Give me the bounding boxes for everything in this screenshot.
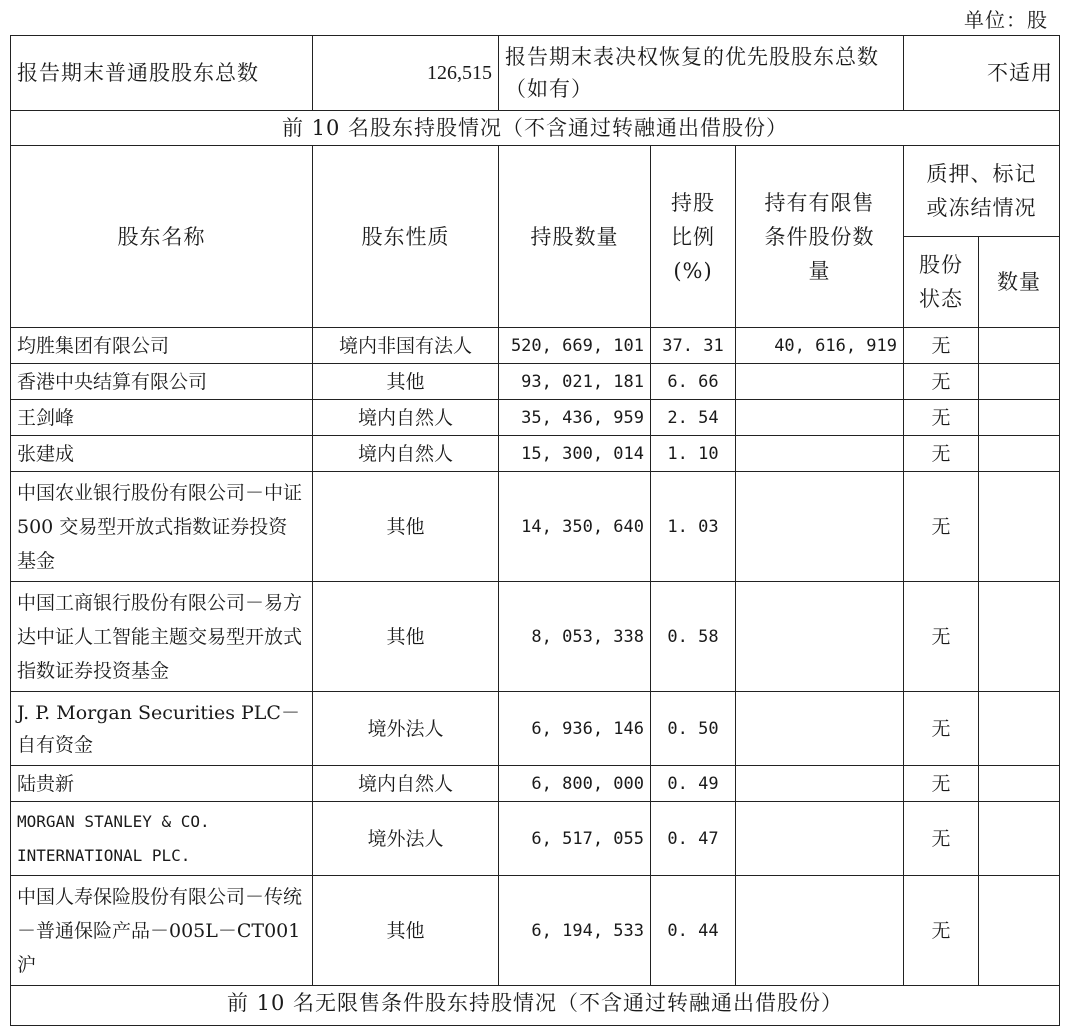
- next-section-row: [11, 986, 1060, 1026]
- row-restricted: [736, 802, 904, 876]
- row-shares: 6, 194, 533: [499, 876, 651, 986]
- shareholder-table: [10, 35, 1060, 1026]
- row-restricted: [736, 364, 904, 400]
- row-status: 无: [904, 400, 979, 436]
- table-row: [11, 582, 1060, 692]
- row-status: 无: [904, 766, 979, 802]
- row-nature: 境外法人: [313, 802, 499, 876]
- row-qty: [979, 400, 1060, 436]
- row-nature: 境内自然人: [313, 436, 499, 472]
- row-restricted: [736, 692, 904, 766]
- row-ratio: 2. 54: [651, 400, 736, 436]
- row-name: 中国工商银行股份有限公司－易方达中证人工智能主题交易型开放式指数证券投资基金: [11, 582, 313, 692]
- row-ratio: 0. 47: [651, 802, 736, 876]
- unit-label: 单位：股: [964, 8, 1048, 32]
- header-pledge-qty: 数量: [979, 237, 1060, 328]
- pref-label: 报告期末表决权恢复的优先股股东总数（如有）: [499, 36, 904, 111]
- row-name: 中国人寿保险股份有限公司－传统－普通保险产品－005L－CT001 沪: [11, 876, 313, 986]
- row-status: 无: [904, 692, 979, 766]
- section-title-row: [11, 111, 1060, 146]
- row-name: MORGAN STANLEY & CO. INTERNATIONAL PLC.: [11, 802, 313, 876]
- row-ratio: 0. 44: [651, 876, 736, 986]
- header-pledge-group: 质押、标记或冻结情况: [904, 146, 1060, 237]
- header-pledge-status: 股份状态: [904, 237, 979, 328]
- row-ratio: 0. 50: [651, 692, 736, 766]
- row-name: 香港中央结算有限公司: [11, 364, 313, 400]
- row-ratio: 37. 31: [651, 328, 736, 364]
- row-name: J. P. Morgan Securities PLC－自有资金: [11, 692, 313, 766]
- row-shares: 15, 300, 014: [499, 436, 651, 472]
- row-qty: [979, 364, 1060, 400]
- row-qty: [979, 766, 1060, 802]
- header-row: [11, 146, 1060, 237]
- table-row: [11, 802, 1060, 876]
- row-name: 均胜集团有限公司: [11, 328, 313, 364]
- row-qty: [979, 802, 1060, 876]
- row-nature: 境内自然人: [313, 400, 499, 436]
- row-nature: 其他: [313, 472, 499, 582]
- header-nature: 股东性质: [313, 146, 499, 328]
- holders-value: 126,515: [313, 36, 499, 111]
- row-qty: [979, 692, 1060, 766]
- table-row: [11, 876, 1060, 986]
- table-row: [11, 692, 1060, 766]
- row-shares: 6, 936, 146: [499, 692, 651, 766]
- row-shares: 14, 350, 640: [499, 472, 651, 582]
- row-qty: [979, 876, 1060, 986]
- row-ratio: 6. 66: [651, 364, 736, 400]
- row-restricted: 40, 616, 919: [736, 328, 904, 364]
- row-ratio: 0. 49: [651, 766, 736, 802]
- pref-value: 不适用: [904, 36, 1060, 111]
- row-name: 中国农业银行股份有限公司－中证 500 交易型开放式指数证券投资基金: [11, 472, 313, 582]
- row-name: 陆贵新: [11, 766, 313, 802]
- row-shares: 35, 436, 959: [499, 400, 651, 436]
- row-nature: 其他: [313, 582, 499, 692]
- table-row: [11, 364, 1060, 400]
- row-nature: 境内自然人: [313, 766, 499, 802]
- table-row: [11, 328, 1060, 364]
- row-nature: 其他: [313, 876, 499, 986]
- row-restricted: [736, 400, 904, 436]
- header-name: 股东名称: [11, 146, 313, 328]
- table-row: [11, 400, 1060, 436]
- row-shares: 6, 517, 055: [499, 802, 651, 876]
- row-shares: 520, 669, 101: [499, 328, 651, 364]
- row-nature: 境内非国有法人: [313, 328, 499, 364]
- next-section-title: 前 10 名无限售条件股东持股情况（不含通过转融通出借股份）: [11, 986, 1060, 1026]
- row-nature: 境外法人: [313, 692, 499, 766]
- row-status: 无: [904, 436, 979, 472]
- header-shares: 持股数量: [499, 146, 651, 328]
- row-shares: 8, 053, 338: [499, 582, 651, 692]
- table-row: [11, 766, 1060, 802]
- row-restricted: [736, 436, 904, 472]
- row-restricted: [736, 766, 904, 802]
- summary-row: [11, 36, 1060, 111]
- row-name: 张建成: [11, 436, 313, 472]
- row-qty: [979, 436, 1060, 472]
- row-ratio: 1. 03: [651, 472, 736, 582]
- row-status: 无: [904, 802, 979, 876]
- row-shares: 6, 800, 000: [499, 766, 651, 802]
- row-status: 无: [904, 582, 979, 692]
- row-name: 王剑峰: [11, 400, 313, 436]
- row-qty: [979, 328, 1060, 364]
- table-row: [11, 472, 1060, 582]
- table-row: [11, 436, 1060, 472]
- row-status: 无: [904, 876, 979, 986]
- row-restricted: [736, 582, 904, 692]
- row-nature: 其他: [313, 364, 499, 400]
- row-ratio: 0. 58: [651, 582, 736, 692]
- row-status: 无: [904, 472, 979, 582]
- row-status: 无: [904, 364, 979, 400]
- row-qty: [979, 472, 1060, 582]
- section-title: 前 10 名股东持股情况（不含通过转融通出借股份）: [11, 111, 1060, 146]
- row-status: 无: [904, 328, 979, 364]
- header-ratio: 持股比例(%): [651, 146, 736, 328]
- row-qty: [979, 582, 1060, 692]
- header-restricted: 持有有限售条件股份数量: [736, 146, 904, 328]
- row-shares: 93, 021, 181: [499, 364, 651, 400]
- row-restricted: [736, 472, 904, 582]
- holders-label: 报告期末普通股股东总数: [11, 36, 313, 111]
- row-ratio: 1. 10: [651, 436, 736, 472]
- row-restricted: [736, 876, 904, 986]
